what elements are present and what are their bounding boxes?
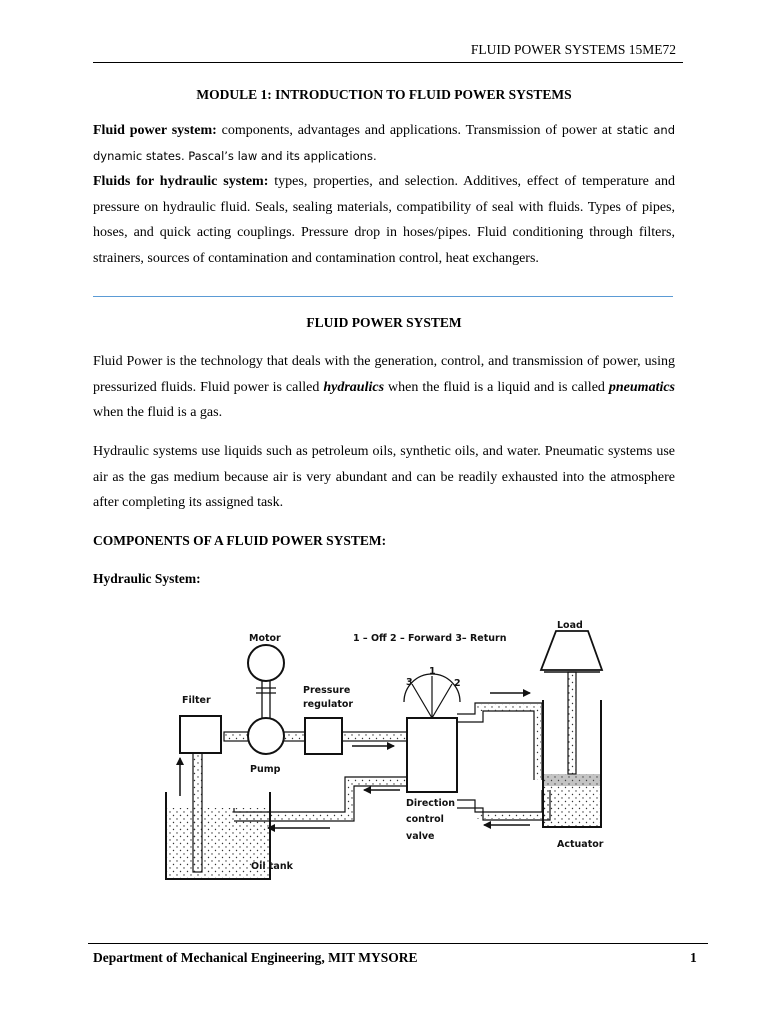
suction-pipe <box>193 752 202 872</box>
components-heading: COMPONENTS OF A FLUID POWER SYSTEM: <box>93 533 387 548</box>
syllabus-label-1: Fluid power system: <box>93 123 217 138</box>
position-1-label: 1 <box>429 666 436 677</box>
regulator-label: regulator <box>303 699 354 710</box>
pump-label: Pump <box>250 764 281 775</box>
motor-shaft <box>256 681 276 718</box>
piston-rod <box>568 672 576 774</box>
load-label: Load <box>557 620 583 631</box>
running-header: FLUID POWER SYSTEMS 15ME72 <box>470 42 676 57</box>
footer-department: Department of Mechanical Engineering, MIT MYSORE <box>93 950 418 965</box>
pressure-regulator-box <box>305 718 342 754</box>
valve-position-legend: 1 – Off 2 – Forward 3– Return <box>353 633 507 644</box>
syllabus-text-1: components, advantages and applications. Transmission of power at <box>216 123 617 138</box>
intro-part-2: when the fluid is a liquid and is called <box>384 379 609 395</box>
filter-box <box>180 716 221 753</box>
motor-circle <box>248 645 284 681</box>
filter-label: Filter <box>182 695 211 706</box>
hydraulic-system-heading: Hydraulic System: <box>93 571 201 586</box>
position-3-label: 3 <box>406 677 413 688</box>
position-2-label: 2 <box>454 678 461 689</box>
hydraulic-paragraph: Hydraulic systems use liquids such as petroleum oils, synthetic oils, and water. Pneumatic systems use air as the gas medium because air is very abundant and can be readily exhausted into the atmosphere after completing its assigned task. <box>93 444 675 510</box>
module-title: MODULE 1: INTRODUCTION TO FLUID POWER SYSTEMS <box>196 87 572 102</box>
intro-part-1: Fluid Power is the technology that deals with the generation, control, and transmission of power, using pressurized fluids. Fluid power is called <box>93 354 675 395</box>
load-block <box>541 631 602 672</box>
syllabus-text-2: types, properties, and selection. Additives, effect of temperature and pressure on hydraulic fluid. Seals, sealing materials, compatibility of seal with fluids. Types of pipes, hoses, and quick acting couplings. Pressure drop in hoses/pipes. Fluid conditioning through filters, strainers, sources of contamination and contamination control, heat exchangers. <box>93 174 676 266</box>
valve-label: valve <box>406 831 435 842</box>
direction-control-valve <box>407 718 457 792</box>
intro-part-3: when the fluid is a gas. <box>93 405 223 420</box>
hydraulic-system-diagram <box>0 600 768 900</box>
intro-paragraph <box>93 349 675 426</box>
actuator-label: Actuator <box>557 839 604 850</box>
control-label: control <box>406 814 444 825</box>
section-divider <box>93 296 673 297</box>
footer-rule <box>88 943 708 944</box>
syllabus-paragraph <box>93 118 675 271</box>
pump-circle <box>248 718 284 754</box>
oil-tank-label: Oil tank <box>251 861 293 872</box>
actuator-lines <box>457 703 550 820</box>
header-rule <box>93 62 683 63</box>
section-title: FLUID POWER SYSTEM <box>306 315 462 330</box>
return-pipe <box>234 777 407 821</box>
syllabus-text-1-sans: static and dynamic states. Pascal’s law and its applications. <box>93 123 675 163</box>
hydraulics-term: hydraulics <box>323 379 385 395</box>
page-number: 1 <box>690 950 697 965</box>
pneumatics-term: pneumatics <box>608 379 676 395</box>
direction-label: Direction <box>406 798 455 809</box>
syllabus-label-2: Fluids for hydraulic system: <box>93 174 269 189</box>
valve-lever <box>412 676 452 718</box>
motor-label: Motor <box>249 633 281 644</box>
pressure-label: Pressure <box>303 685 351 696</box>
